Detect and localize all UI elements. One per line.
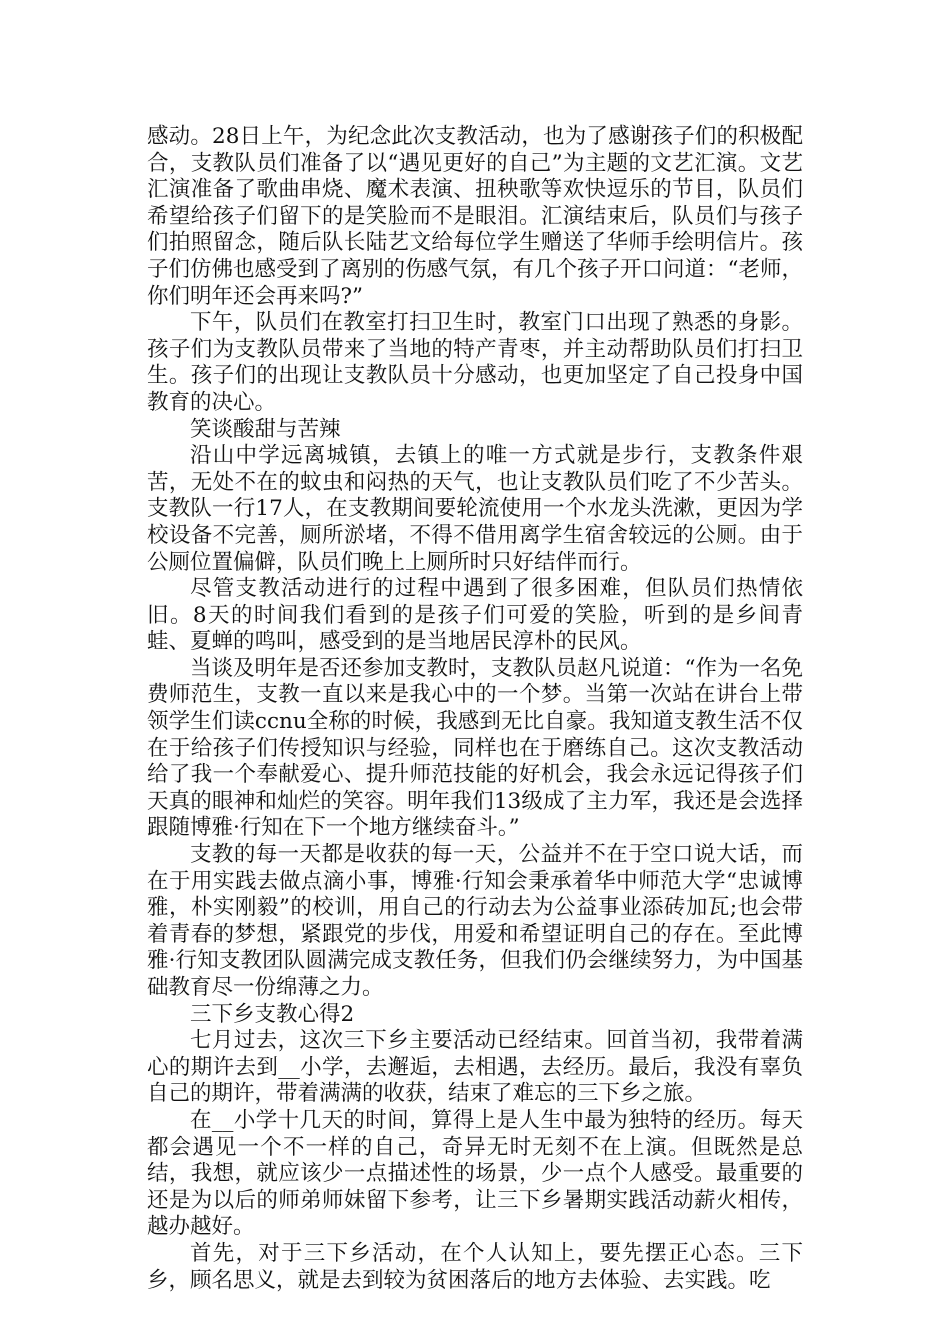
- paragraph-7: 七月过去，这次三下乡主要活动已经结束。回首当初，我带着满心的期许去到__小学，去邂逅，去相遇，去经历。最后，我没有辜负自己的期许，带着满满的收获，结束了难忘的三下乡之旅。: [147, 1028, 803, 1107]
- paragraph-9: 首先，对于三下乡活动，在个人认知上，要先摆正心态。三下乡，顾名思义，就是去到较为贫困落后的地方去体验、去实践。吃: [147, 1240, 803, 1293]
- paragraph-6: 支教的每一天都是收获的每一天，公益并不在于空口说大话，而在于用实践去做点滴小事，博雅·行知会秉承着华中师范大学“忠诚博雅，朴实刚毅”的校训，用自己的行动去为公益事业添砖加瓦;也会带着青春的梦想，紧跟党的步伐，用爱和希望证明自己的存在。至此博雅·行知支教团队圆满完成支教任务，但我们仍会继续努力，为中国基础教育尽一份绵薄之力。: [147, 842, 803, 1000]
- paragraph-1: 感动。28日上午，为纪念此次支教活动，也为了感谢孩子们的积极配合，支教队员们准备了以“遇见更好的自己”为主题的文艺汇演。文艺汇演准备了歌曲串烧、魔术表演、扭秧歌等欢快逗乐的节目，队员们希望给孩子们留下的是笑脸而不是眼泪。汇演结束后，队员们与孩子们拍照留念，随后队长陆艺文给每位学生赠送了华师手绘明信片。孩子们仿佛也感受到了离别的伤感气氛，有几个孩子开口问道：“老师，你们明年还会再来吗?”: [147, 124, 803, 309]
- paragraph-3: 沿山中学远离城镇，去镇上的唯一方式就是步行，支教条件艰苦，无处不在的蚊虫和闷热的天气，也让支教队员们吃了不少苦头。支教队一行17人，在支教期间要轮流使用一个水龙头洗漱，更因为学校设备不完善，厕所淤堵，不得不借用离学生宿舍较远的公厕。由于公厕位置偏僻，队员们晚上上厕所时只好结伴而行。: [147, 443, 803, 575]
- section-heading-2: 三下乡支教心得2: [190, 1001, 355, 1027]
- paragraph-5: 当谈及明年是否还参加支教时，支教队员赵凡说道：“作为一名免费师范生，支教一直以来是我心中的一个梦。当第一次站在讲台上带领学生们读ccnu全称的时候，我感到无比自豪。我知道支教生活不仅在于给孩子们传授知识与经验，同样也在于磨练自己。这次支教活动给了我一个奉献爱心、提升师范技能的好机会，我会永远记得孩子们天真的眼神和灿烂的笑容。明年我们13级成了主力军，我还是会选择跟随博雅·行知在下一个地方继续奋斗。”: [147, 655, 803, 841]
- paragraph-4: 尽管支教活动进行的过程中遇到了很多困难，但队员们热情依旧。8天的时间我们看到的是孩子们可爱的笑脸，听到的是乡间青蛙、夏蝉的鸣叫，感受到的是当地居民淳朴的民风。: [147, 576, 803, 655]
- paragraph-8: 在__小学十几天的时间，算得上是人生中最为独特的经历。每天都会遇见一个不一样的自己，奇异无时无刻不在上演。但既然是总结，我想，就应该少一点描述性的场景，少一点个人感受。最重要的还是为以后的师弟师妹留下参考，让三下乡暑期实践活动薪火相传，越办越好。: [147, 1107, 803, 1240]
- paragraph-2: 下午，队员们在教室打扫卫生时，教室门口出现了熟悉的身影。孩子们为支教队员带来了当地的特产青枣，并主动帮助队员们打扫卫生。孩子们的出现让支教队员十分感动，也更加坚定了自己投身中国教育的决心。: [147, 310, 803, 415]
- document-body: [147, 124, 803, 1294]
- section-heading-1: 笑谈酸甜与苦辣: [190, 416, 341, 442]
